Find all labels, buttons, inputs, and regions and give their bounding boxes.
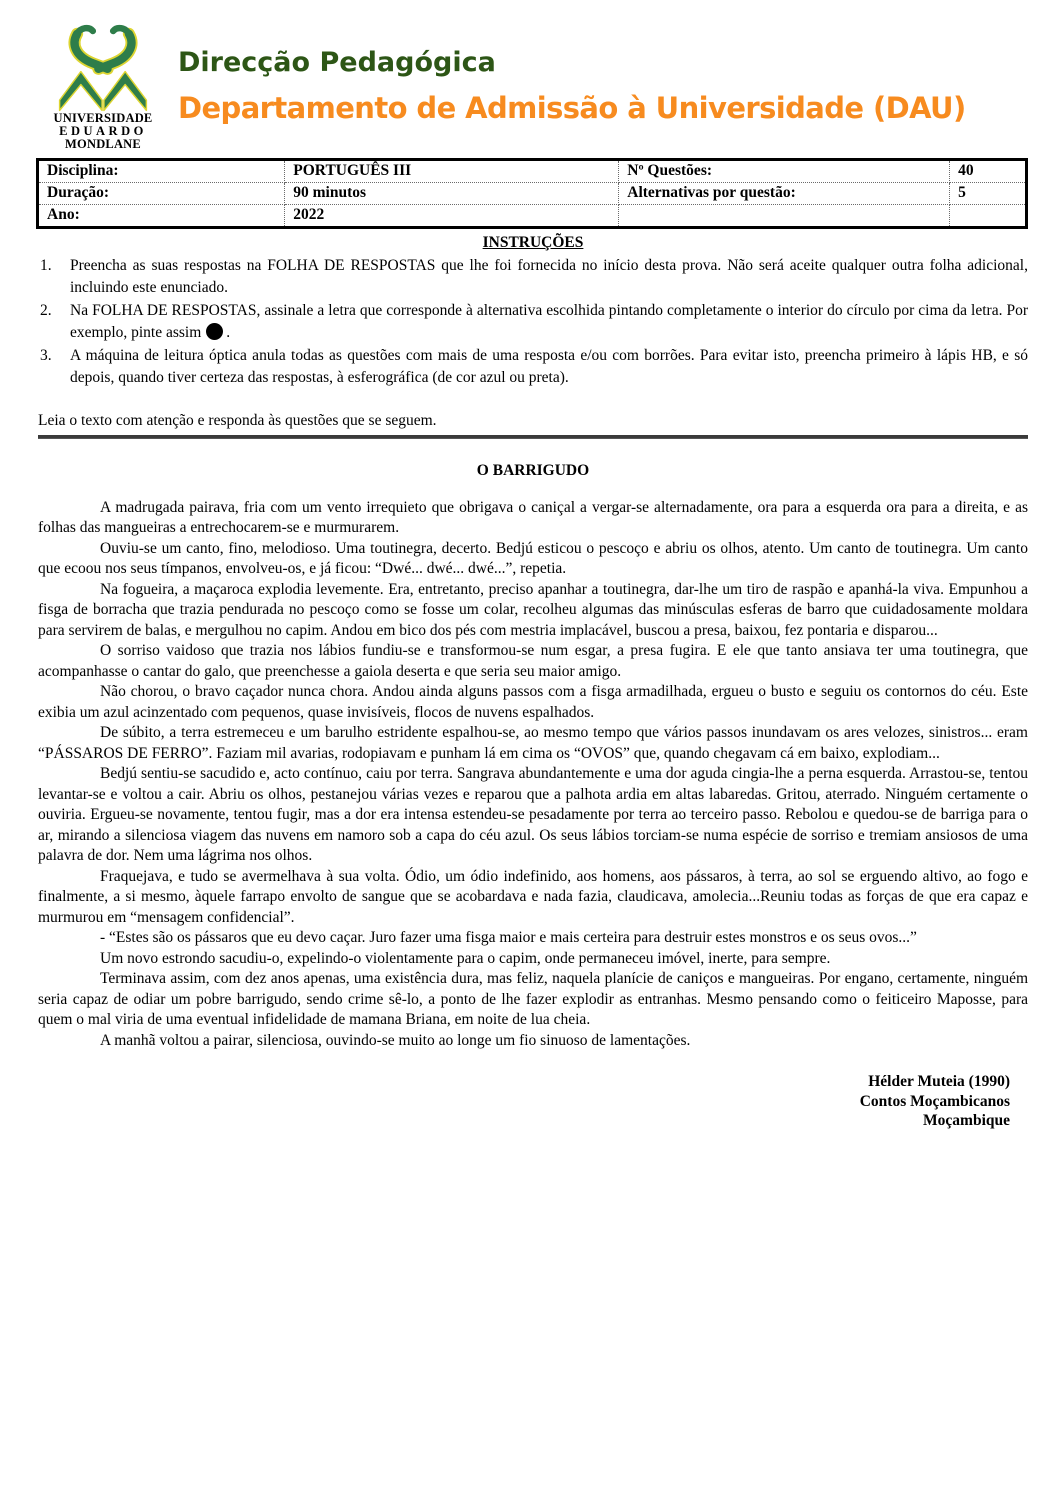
university-name-line2: EDUARDO xyxy=(59,124,147,138)
instruction-item-2 xyxy=(38,300,1028,343)
author-attribution xyxy=(38,1072,1028,1131)
header-titles xyxy=(162,22,966,151)
num-questions-value: 40 xyxy=(950,160,1027,183)
story-paragraph: Na fogueira, a maçaroca explodia levemente. Era, entretanto, preciso apanhar a toutinegra, dar-lhe um tiro de raspão e apanhá-la viva. Empunhou a fisga de borracha que trazia pendurada no pescoço como se fosse um colar, recolheu algumas das minúsculas esferas de barro que cuidadosamente moldara para servirem de balas, e mergulhou no capim. Andou em bico dos pés com mestria implacável, buscou a presa, baixou, fez pontaria e disparou... xyxy=(38,580,1028,639)
empty-cell xyxy=(619,205,950,228)
story-paragraph: A manhã voltou a pairar, silenciosa, ouvindo-se muito ao longe um fio sinuoso de lamentações. xyxy=(100,1031,691,1049)
instruction-text-after: . xyxy=(226,323,231,341)
story-paragraph: De súbito, a terra estremeceu e um barulho estridente espalhou-se, ao mesmo tempo que vários passos inundavam os ares velozes, sinistros... eram “PÁSSAROS DE FERRO”. Faziam mil avarias, rodopiavam e punham lá em cima os “OVOS” que, quando chegavam cá em baixo, explodiam... xyxy=(38,724,1028,762)
university-name-line1: UNIVERSIDADE xyxy=(53,111,153,125)
university-name-line3: MONDLANE xyxy=(65,137,141,151)
discipline-value: PORTUGUÊS III xyxy=(285,160,619,183)
author-name: Hélder Muteia (1990) xyxy=(868,1073,1010,1091)
story-paragraph: Fraquejava, e tudo se avermelhava à sua volta. Ódio, um ódio indefinido, aos homens, aos pássaros, à terra, ao sol se erguendo altivo, ao fogo e finalmente, a si mesmo, àquele farrapo envolto de sangue que se acobardava e nada fazia, claudicava, amolecia...Reuniu todas as forças de que era capaz e murmurou em “mensagem confidencial”. xyxy=(38,867,1028,926)
instruction-number: 2. xyxy=(40,302,52,320)
university-name xyxy=(44,112,162,151)
duration-label: Duração: xyxy=(38,183,285,205)
story-paragraph: O sorriso vaidoso que trazia nos lábios fundiu-se e transformou-se num esgar, a presa fugira. E ele que tanto ansiava ter uma toutinegra, que acompanhasse o cantar do galo, que preenchesse a gaiola deserta e que seria seu maior amigo. xyxy=(38,642,1028,680)
duration-value: 90 minutos xyxy=(285,183,619,205)
empty-cell xyxy=(950,205,1027,228)
instruction-text: Preencha as suas respostas na FOLHA DE RESPOSTAS que lhe foi fornecida no início desta prova. Não será aceite qualquer outra folha adicional, incluindo este enunciado. xyxy=(70,257,1028,296)
table-row xyxy=(38,160,1027,183)
story-paragraph: Terminava assim, com dez anos apenas, uma existência dura, mas feliz, naquela planície de caniços e mangueiras. Por engano, certamente, ninguém seria capaz de odiar um pobre barrigudo, sendo crime sê-lo, a ponto de lhe fazer explodir as entranhas. Mesmo pensando como o feiticeiro Maposse, para quem o mal viria de uma eventual infidelidade de mamana Briana, em noite de lua cheia. xyxy=(38,970,1028,1029)
discipline-label: Disciplina: xyxy=(38,160,285,183)
year-value: 2022 xyxy=(285,205,619,228)
story-title: O BARRIGUDO xyxy=(476,461,590,479)
exam-info-table xyxy=(36,158,1028,229)
instructions-heading: INSTRUÇÕES xyxy=(482,234,584,251)
story-paragraph: Um novo estrondo sacudiu-o, expelindo-o violentamente para o capim, onde permaneceu imóvel, inerte, para sempre. xyxy=(100,949,831,967)
main-content xyxy=(38,232,1028,1131)
dau-department-title: Departamento de Admissão à Universidade (DAU) xyxy=(178,91,966,125)
filled-circle-example-icon xyxy=(206,323,223,340)
story-paragraph: Ouviu-se um canto, fino, melodioso. Uma toutinegra, decerto. Bedjú esticou o pescoço e abriu os olhos, atento. Um canto de toutinegra. Um canto que ecoou nos seus tímpanos, envolveu-os, e já ficou: “Dwé... dwé... dwé...”, repetia. xyxy=(38,539,1028,578)
instruction-item-1 xyxy=(38,255,1028,298)
direccao-pedagogica-title: Direcção Pedagógica xyxy=(178,47,496,78)
story-paragraph: - “Estes são os pássaros que eu devo caçar. Juro fazer uma fisga maior e mais certeira para destruir estes monstros e os seus ovos...” xyxy=(100,929,917,947)
instruction-item-3 xyxy=(38,345,1028,388)
instruction-text: A máquina de leitura óptica anula todas as questões com mais de uma resposta e/ou com borrões. Para evitar isto, preencha primeiro à lápis HB, e só depois, quando tiver certeza das respostas, à esferográfica (de cor azul ou preta). xyxy=(70,347,1028,386)
section-divider xyxy=(38,435,1028,439)
table-row xyxy=(38,205,1027,228)
instruction-number: 1. xyxy=(40,257,52,274)
alternatives-label: Alternativas por questão: xyxy=(619,183,950,205)
story-paragraph: Não chorou, o bravo caçador nunca chora. Andou ainda alguns passos com a fisga armadilhada, ergueu o busto e seguiu os contornos do céu. Este exibia um azul acinzentado com pequenos, quase invisíveis, flocos de nuvens espalhados. xyxy=(38,683,1028,721)
university-logo xyxy=(44,22,162,151)
num-questions-label: Nº Questões: xyxy=(619,160,950,183)
table-row xyxy=(38,183,1027,205)
story-paragraph: A madrugada pairava, fria com um vento irrequieto que obrigava o caniçal a vergar-se alternadamente, ora para a esquerda ora para a direita, e as folhas das mangueiras a entrechocarem-se e murmurarem. xyxy=(38,498,1028,537)
uem-emblem-icon xyxy=(55,22,151,112)
read-text-lead: Leia o texto com atenção e responda às questões que se seguem. xyxy=(38,411,437,429)
page-header xyxy=(44,22,1028,151)
book-title: Contos Moçambicanos xyxy=(859,1092,1010,1110)
alternatives-value: 5 xyxy=(950,183,1027,205)
instruction-text: Na FOLHA DE RESPOSTAS, assinale a letra que corresponde à alternativa escolhida pintando completamente o interior do círculo por cima da letra. Por exemplo, pinte assim xyxy=(70,302,1028,341)
instruction-number: 3. xyxy=(40,347,52,365)
story-paragraph: Bedjú sentiu-se sacudido e, acto contínuo, caiu por terra. Sangrava abundantemente e uma dor aguda cingia-lhe a perna esquerda. Arrastou-se, tentou levantar-se e voltou a cair. Abriu os olhos, pestanejou várias vezes e reparou que a palhota ardia em altas labaredas. Gritou, aterrado. Ninguém certamente o ouviria. Ergueu-se novamente, tentou fugir, mas a dor era intensa estendeu-se pesadamente por terra ao terceiro passo. Rebolou e quedou-se de barriga para o ar, mirando a silenciosa viagem das nuvens em namoro sob a capa do céu azul. Os seus lábios torciam-se numa espécie de sorriso e tremiam ansiosos de uma palavra de dor. Nem uma lágrima nos olhos. xyxy=(38,765,1028,865)
year-label: Ano: xyxy=(38,205,285,228)
story-text xyxy=(38,498,1028,1052)
country: Moçambique xyxy=(923,1112,1010,1130)
